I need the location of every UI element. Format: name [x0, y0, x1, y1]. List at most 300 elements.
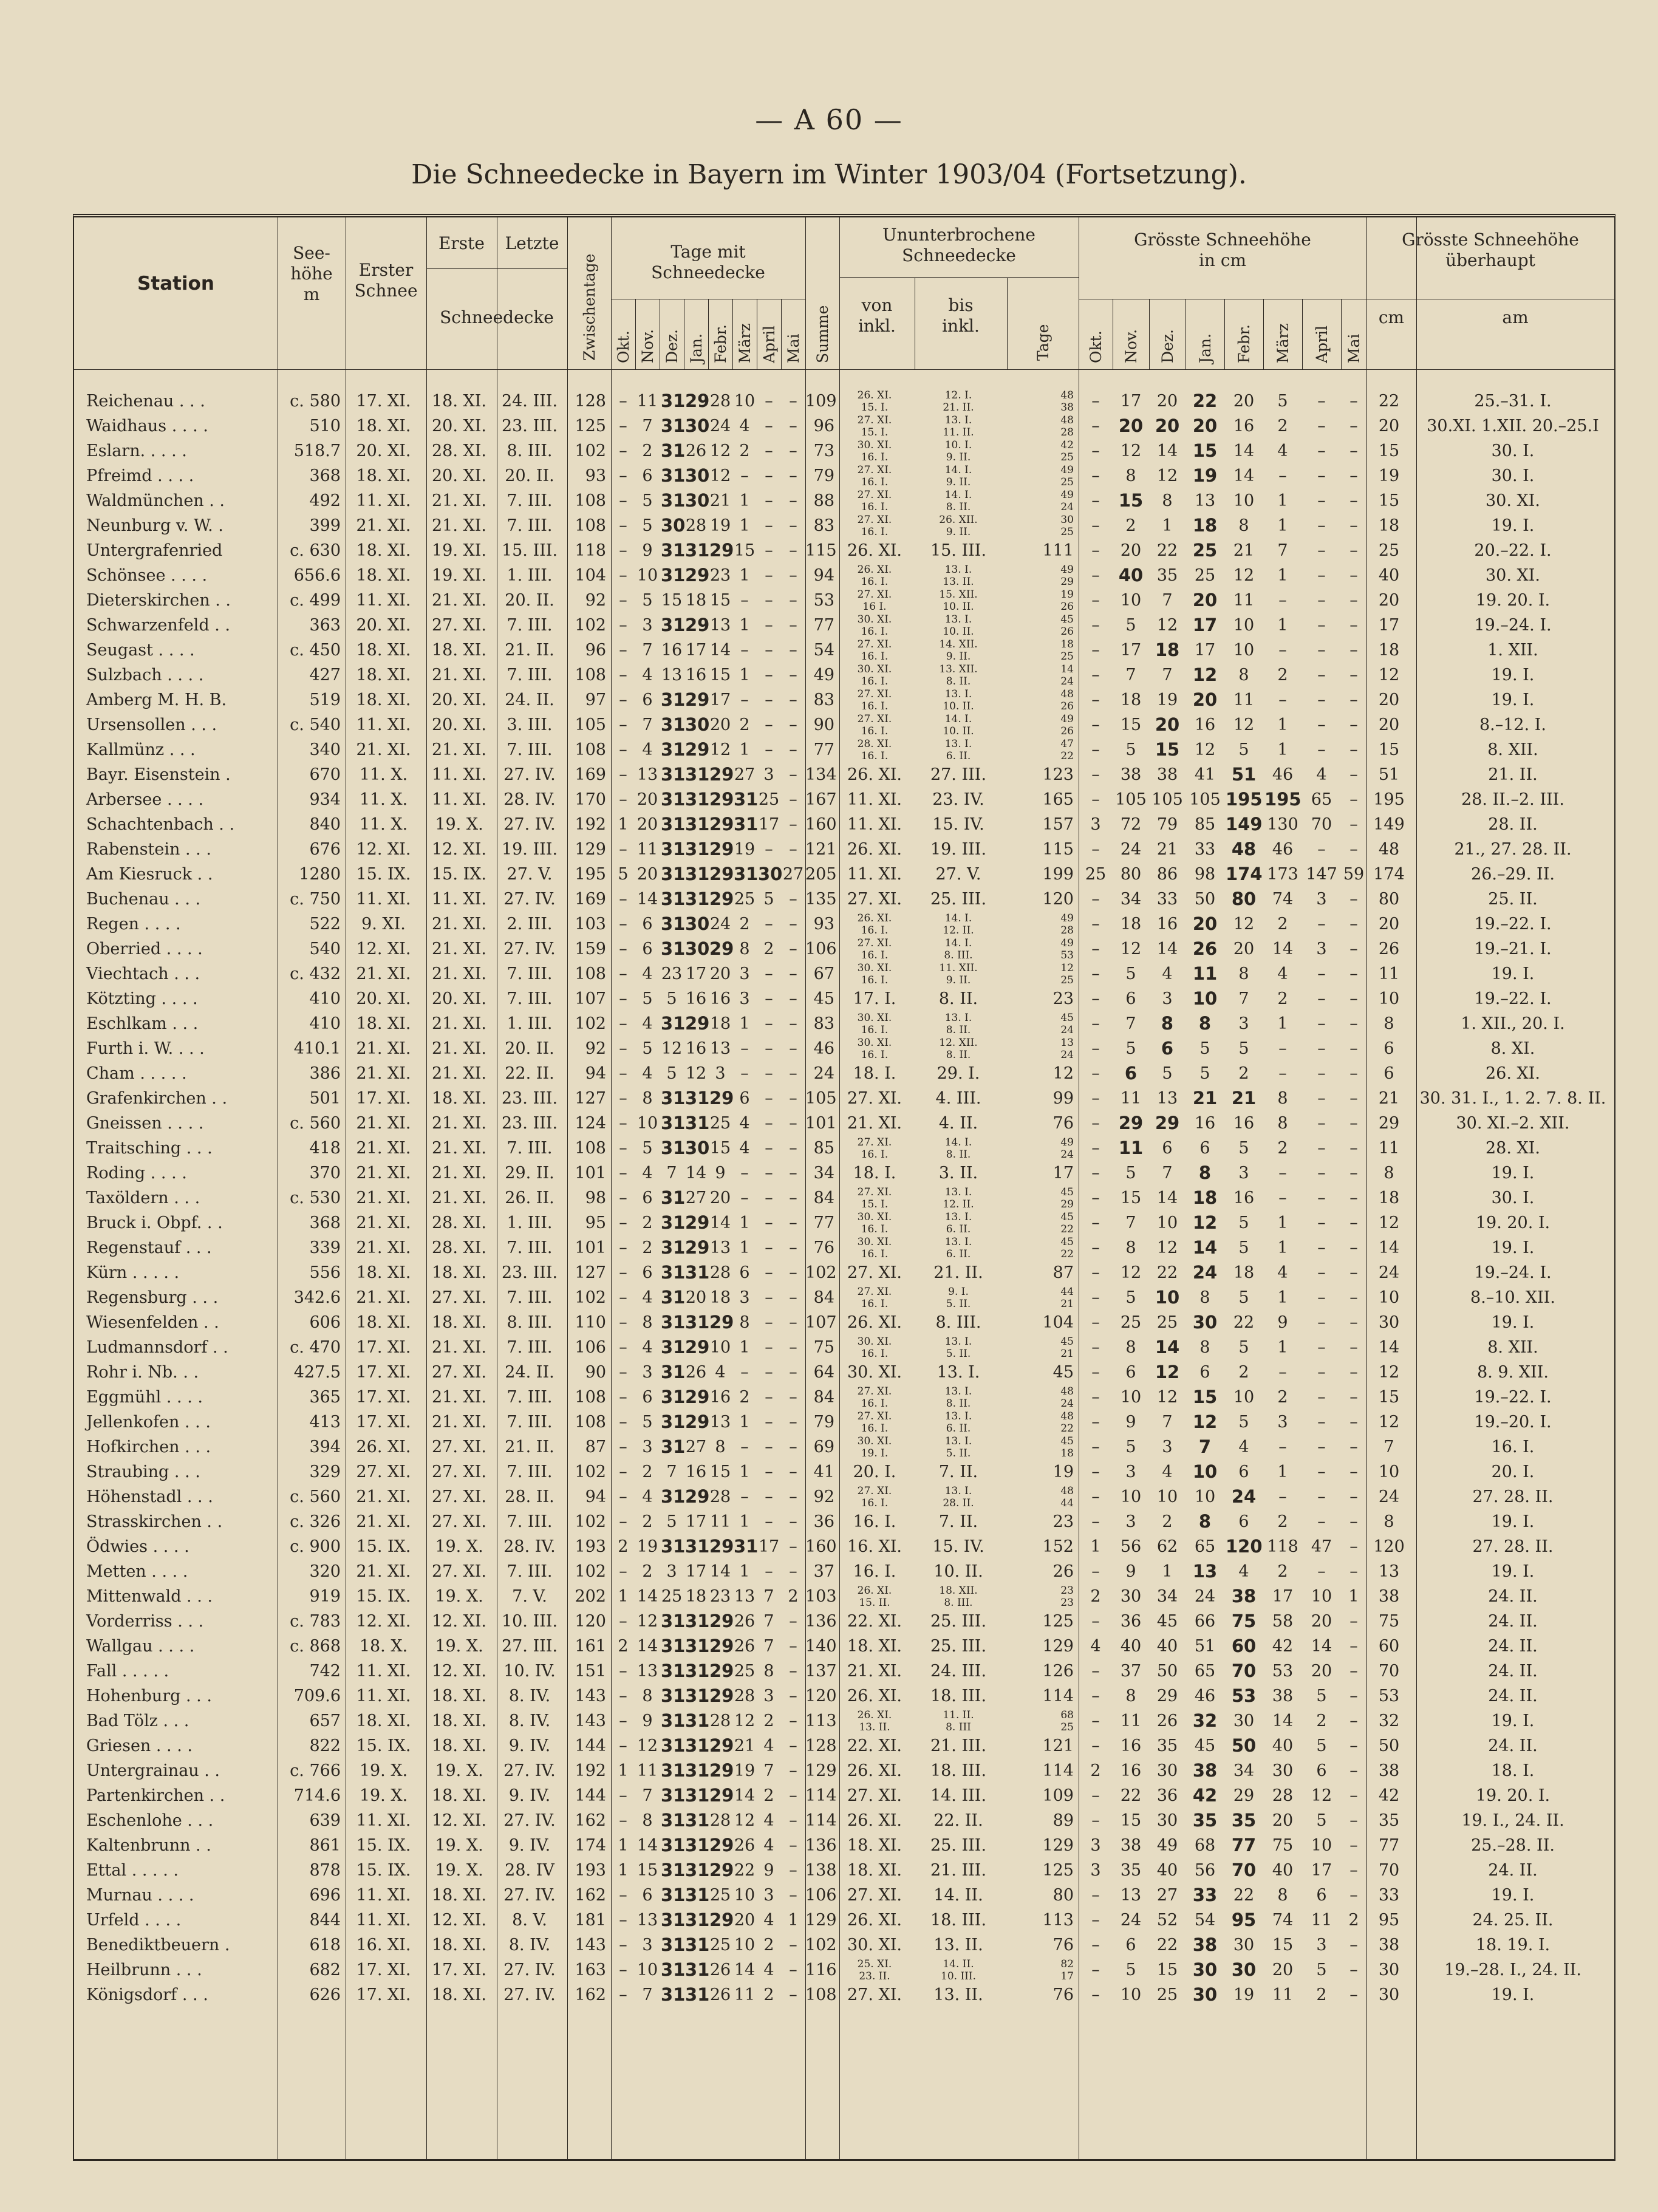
table-row: [74, 1011, 1614, 1036]
depth-cell: –: [1349, 890, 1358, 909]
depth-cell: 4: [1238, 1438, 1249, 1456]
max-cm-cell: 35: [1378, 1811, 1400, 1830]
depth-cell: –: [1091, 1164, 1100, 1183]
depth-cell: 5: [1238, 1238, 1249, 1257]
days-cell: 29: [685, 1412, 710, 1432]
days-cell: 4: [763, 1811, 774, 1830]
depth-cell: 6: [1238, 1512, 1249, 1531]
to-cell: 8. III.: [935, 1313, 981, 1332]
depth-cell: –: [1317, 417, 1326, 435]
days-cell: 19: [734, 1761, 756, 1780]
days-cell: –: [765, 1189, 773, 1207]
last-cover-cell: 7. III.: [507, 666, 553, 684]
first-cover-cell: 18. XI.: [432, 1263, 486, 1282]
days-cell: –: [789, 1786, 797, 1805]
days-cell: –: [789, 964, 797, 983]
depth-cell: 21: [1231, 1088, 1257, 1108]
first-cover-cell: 21. XI.: [432, 1064, 486, 1083]
days-cell: 8: [763, 1662, 774, 1681]
table-row: [74, 1435, 1614, 1459]
days-cell: –: [619, 1985, 627, 2004]
depth-cell: 20: [1272, 1961, 1294, 1979]
first-snow-cell: 18. XI.: [356, 1712, 411, 1730]
to-cell: 10. II.: [933, 1562, 983, 1581]
days-cell: –: [765, 1014, 773, 1033]
days-cell: 29: [709, 764, 734, 785]
depth-cell: –: [1091, 989, 1100, 1008]
sum-cell: 37: [813, 1562, 834, 1581]
depth-cell: –: [1091, 1562, 1100, 1581]
depth-cell: –: [1349, 442, 1358, 460]
depth-cell: –: [1091, 1139, 1100, 1158]
first-cover-cell: 19. X.: [435, 1861, 483, 1880]
depth-cell: 5: [1238, 1039, 1249, 1058]
depth-cell: 15: [1120, 1189, 1142, 1207]
sum-cell: 69: [813, 1438, 834, 1456]
depth-cell: 4: [1277, 442, 1288, 460]
days-cell: 26: [734, 1637, 756, 1656]
depth-cell: –: [1317, 541, 1326, 560]
elevation-cell: 413: [309, 1413, 341, 1432]
max-cm-cell: 40: [1378, 566, 1400, 585]
station-name: Eggmühl . . . .: [86, 1388, 203, 1407]
depth-cell: 25: [1156, 1313, 1178, 1332]
days-cell: –: [619, 1388, 627, 1407]
days-cell: 3: [763, 765, 774, 784]
depth-cell: 14: [1156, 1189, 1178, 1207]
depth-cell: 22: [1233, 1313, 1255, 1332]
days-cell: –: [765, 1562, 773, 1581]
elevation-cell: 394: [309, 1438, 341, 1456]
station-name: Viechtach . . .: [86, 964, 200, 983]
days-cell: –: [789, 815, 797, 834]
depth-cell: 3: [1238, 1164, 1249, 1183]
depth-cell: 1: [1277, 1214, 1288, 1232]
days-cell: 31: [661, 1312, 686, 1333]
to-cell: 13. XII. 8. II.: [939, 663, 978, 688]
depth-cell: –: [1091, 1014, 1100, 1033]
depth-cell: –: [1349, 1338, 1358, 1357]
to-cell: 14. I. 9. II.: [944, 464, 972, 488]
sum-cell: 77: [813, 740, 834, 759]
depth-cell: 75: [1231, 1611, 1257, 1631]
days-cell: –: [765, 1263, 773, 1282]
between-days-cell: 97: [585, 691, 606, 709]
max-cm-cell: 120: [1373, 1537, 1405, 1556]
days-cell: –: [619, 890, 627, 909]
days-cell: 31: [661, 465, 686, 486]
to-cell: 11. II. 8. III: [943, 1709, 974, 1733]
days-cell: 31: [661, 1685, 686, 1706]
first-cover-cell: 21. XI.: [432, 491, 486, 510]
days-cell: 7: [763, 1761, 774, 1780]
to-cell: 27. V.: [935, 865, 981, 884]
days-cell: 31: [685, 1984, 710, 2005]
between-days-cell: 169: [575, 890, 606, 909]
days-cell: 4: [739, 1114, 750, 1133]
last-cover-cell: 7. III.: [507, 1512, 553, 1531]
depth-cell: 25: [1156, 1985, 1178, 2004]
max-date-cell: 30. XI.: [1486, 491, 1540, 510]
last-cover-cell: 28. IV.: [503, 1537, 556, 1556]
depth-cell: 8: [1199, 1338, 1210, 1357]
days-count-cell: 109: [1042, 1786, 1074, 1805]
max-cm-cell: 17: [1378, 616, 1400, 635]
depth-cell: 11: [1120, 1712, 1142, 1730]
days-cell: 31: [661, 1337, 686, 1357]
depth-cell: –: [1091, 491, 1100, 510]
max-date-cell: 25.–28. II.: [1471, 1836, 1555, 1855]
days-count-cell: 45 22: [1060, 1211, 1074, 1235]
depth-cell: 5: [1238, 1214, 1249, 1232]
days-cell: 2: [642, 1214, 653, 1232]
days-cell: –: [765, 989, 773, 1008]
elevation-cell: 742: [309, 1662, 341, 1681]
table-row: [74, 1659, 1614, 1684]
station-name: Wallgau . . . .: [86, 1637, 195, 1656]
depth-cell: 2: [1348, 1911, 1359, 1930]
days-cell: 31: [661, 565, 686, 585]
days-cell: –: [619, 1512, 627, 1531]
first-cover-cell: 21. XI.: [432, 1114, 486, 1133]
depth-cell: 15: [1155, 739, 1180, 760]
table-row: [74, 912, 1614, 937]
days-cell: –: [765, 591, 773, 610]
depth-cell: 6: [1161, 1038, 1174, 1059]
days-cell: –: [789, 715, 797, 734]
depth-cell: 10: [1120, 591, 1142, 610]
days-cell: 10: [709, 1338, 731, 1357]
depth-cell: 51: [1194, 1637, 1216, 1656]
days-cell: 12: [661, 1039, 683, 1058]
from-cell: 27. XI.: [847, 1089, 902, 1108]
depth-cell: 70: [1311, 815, 1332, 834]
depth-cell: 15: [1120, 1811, 1142, 1830]
elevation-cell: 861: [309, 1836, 341, 1855]
depth-cell: 6: [1124, 1063, 1138, 1084]
days-cell: –: [789, 1164, 797, 1183]
first-cover-cell: 27. XI.: [432, 1288, 486, 1307]
between-days-cell: 162: [575, 1886, 606, 1905]
days-cell: –: [789, 1985, 797, 2004]
days-cell: –: [789, 491, 797, 510]
first-snow-cell: 17. XI.: [356, 1363, 411, 1382]
days-cell: –: [765, 1388, 773, 1407]
days-cell: 31: [685, 1262, 710, 1283]
days-cell: –: [765, 641, 773, 660]
depth-cell: 26: [1192, 938, 1218, 959]
days-cell: 29: [709, 1088, 734, 1108]
first-cover-cell: 20. XI.: [432, 989, 486, 1008]
depth-cell: 10: [1233, 1388, 1255, 1407]
first-cover-cell: 21. XI.: [432, 915, 486, 934]
days-cell: 20: [709, 715, 731, 734]
between-days-cell: 108: [575, 740, 606, 759]
days-cell: 31: [661, 391, 686, 411]
table-row: [74, 737, 1614, 762]
depth-cell: –: [1317, 1139, 1326, 1158]
table-row: [74, 439, 1614, 463]
last-cover-cell: 28. IV.: [503, 790, 556, 809]
days-cell: –: [765, 392, 773, 411]
days-count-cell: 114: [1042, 1687, 1074, 1705]
days-cell: 31: [661, 714, 686, 735]
depth-cell: 30: [1231, 1959, 1257, 1980]
depth-cell: –: [1349, 1487, 1358, 1506]
depth-cell: –: [1317, 566, 1326, 585]
depth-cell: 30: [1272, 1761, 1294, 1780]
depth-cell: 12: [1192, 1212, 1218, 1233]
depth-cell: 20: [1192, 415, 1218, 436]
days-cell: –: [765, 964, 773, 983]
depth-cell: 4: [1162, 964, 1173, 983]
days-cell: 1: [739, 491, 750, 510]
depth-cell: –: [1091, 1363, 1100, 1382]
depth-cell: 14: [1156, 940, 1178, 958]
days-cell: 13: [709, 616, 731, 635]
depth-cell: –: [1349, 1413, 1358, 1432]
days-cell: 30: [661, 515, 686, 536]
between-days-cell: 90: [585, 1363, 606, 1382]
days-count-cell: 121: [1042, 1736, 1074, 1755]
depth-cell: 8: [1125, 466, 1136, 485]
from-cell: 26. XI. 13. II.: [857, 1709, 892, 1733]
max-depth-header: Grösste Schneehöhe in cm: [1134, 230, 1311, 270]
to-cell: 27. III.: [930, 765, 987, 784]
days-cell: 17: [685, 1562, 707, 1581]
depth-cell: –: [1349, 1238, 1358, 1257]
table-row: [74, 1410, 1614, 1435]
days-cell: 4: [642, 666, 653, 684]
table-row: [74, 887, 1614, 912]
depth-cell: 28: [1272, 1786, 1294, 1805]
days-count-cell: 68 25: [1060, 1709, 1074, 1733]
between-days-cell: 110: [575, 1313, 606, 1332]
to-cell: 12. XII. 8. II.: [939, 1037, 978, 1061]
table-row: [74, 1459, 1614, 1484]
depth-cell: 10: [1120, 1985, 1142, 2004]
depth-cell: 13: [1192, 1561, 1218, 1582]
month-days-header: Nov.: [639, 329, 657, 363]
days-cell: 31: [661, 1735, 686, 1756]
days-cell: 31: [661, 1611, 686, 1631]
depth-cell: 105: [1189, 790, 1221, 809]
days-cell: –: [619, 641, 627, 660]
depth-cell: 1: [1277, 1238, 1288, 1257]
table-row: [74, 1310, 1614, 1335]
days-count-cell: 26: [1052, 1562, 1074, 1581]
days-cell: –: [789, 840, 797, 859]
station-name: Untergrafenried: [86, 541, 223, 560]
max-date-cell: 19. I.: [1491, 1712, 1535, 1730]
depth-cell: 18: [1120, 691, 1142, 709]
days-cell: 8: [642, 1687, 653, 1705]
elevation-cell: c. 540: [290, 715, 341, 734]
depth-cell: –: [1091, 1936, 1100, 1954]
days-cell: 3: [642, 1438, 653, 1456]
depth-cell: 13: [1194, 491, 1216, 510]
days-cell: 15: [709, 1463, 731, 1481]
days-cell: 31: [661, 1710, 686, 1731]
days-cell: 31: [661, 739, 686, 760]
elevation-cell: 386: [309, 1064, 341, 1083]
depth-cell: 12: [1156, 1238, 1178, 1257]
depth-cell: 19: [1192, 465, 1218, 486]
depth-cell: 14: [1272, 940, 1294, 958]
depth-cell: –: [1091, 1438, 1100, 1456]
depth-cell: 1: [1277, 491, 1288, 510]
depth-cell: –: [1091, 1487, 1100, 1506]
sum-cell: 79: [813, 1413, 834, 1432]
first-snow-cell: 21. XI.: [356, 740, 411, 759]
table-row: [74, 638, 1614, 663]
days-cell: 26: [709, 1961, 731, 1979]
first-cover-cell: 20. XI.: [432, 691, 486, 709]
depth-cell: 38: [1231, 1586, 1257, 1606]
first-snow-cell: 21. XI.: [356, 1064, 411, 1083]
depth-cell: 5: [1316, 1811, 1327, 1830]
days-cell: 30: [685, 415, 710, 436]
days-cell: 5: [642, 989, 653, 1008]
row-rule: [74, 369, 1614, 370]
days-cell: –: [619, 1089, 627, 1108]
max-cm-cell: 30: [1378, 1313, 1400, 1332]
first-cover-cell: 21. XI.: [432, 940, 486, 958]
days-cell: 31: [685, 1611, 710, 1631]
first-snow-cell: 21. XI.: [356, 1139, 411, 1158]
days-cell: –: [619, 765, 627, 784]
days-cell: –: [765, 1039, 773, 1058]
days-cell: 31: [685, 1885, 710, 1905]
depth-cell: –: [1349, 840, 1358, 859]
depth-cell: 10: [1192, 1461, 1218, 1482]
depth-cell: –: [1349, 915, 1358, 934]
days-cell: 31: [661, 490, 686, 511]
last-cover-cell: 23. III.: [501, 417, 558, 435]
depth-cell: 20: [1311, 1612, 1332, 1631]
depth-cell: 38: [1272, 1687, 1294, 1705]
depth-cell: –: [1091, 1985, 1100, 2004]
days-cell: –: [765, 466, 773, 485]
table-row: [74, 1534, 1614, 1559]
between-days-cell: 87: [585, 1438, 606, 1456]
max-cm-cell: 8: [1383, 1512, 1394, 1531]
elevation-cell: c. 530: [290, 1189, 341, 1207]
to-cell: 13. I. 5. II.: [944, 1336, 972, 1360]
days-cell: 20: [636, 790, 658, 809]
days-count-cell: 49 53: [1060, 937, 1074, 961]
from-cell: 27. XI. 16. I.: [857, 489, 892, 513]
depth-cell: 30: [1192, 1312, 1218, 1333]
column-rule: [1007, 278, 1008, 369]
days-count-cell: 45 26: [1060, 613, 1074, 638]
depth-cell: –: [1349, 964, 1358, 983]
depth-cell: 14: [1155, 1337, 1180, 1357]
depth-cell: 30: [1120, 1587, 1142, 1606]
depth-cell: 11: [1233, 691, 1255, 709]
days-cell: 29: [709, 1611, 734, 1631]
days-cell: 21: [709, 491, 731, 510]
first-snow-cell: 11. X.: [359, 815, 408, 834]
depth-cell: 147: [1306, 865, 1337, 884]
depth-cell: –: [1278, 1039, 1287, 1058]
first-cover-cell: 27. XI.: [432, 1512, 486, 1531]
depth-cell: –: [1091, 641, 1100, 660]
days-cell: –: [619, 1911, 627, 1930]
depth-cell: 12: [1233, 715, 1255, 734]
days-cell: –: [789, 1413, 797, 1432]
depth-cell: 7: [1125, 1214, 1136, 1232]
days-cell: –: [765, 1463, 773, 1481]
days-cell: –: [619, 1139, 627, 1158]
days-cell: 16: [685, 989, 707, 1008]
elevation-cell: 822: [309, 1736, 341, 1755]
depth-cell: 17: [1311, 1861, 1332, 1880]
station-name: Roding . . . .: [86, 1164, 187, 1183]
depth-cell: 30: [1156, 1811, 1178, 1830]
from-cell: 30. XI. 16. I.: [857, 439, 892, 463]
depth-cell: 2: [1238, 1363, 1249, 1382]
station-name: Bruck i. Obpf. . .: [86, 1214, 223, 1232]
last-cover-cell: 24. III.: [501, 392, 558, 411]
depth-cell: –: [1091, 740, 1100, 759]
month-depth-header: April: [1313, 326, 1331, 363]
depth-cell: 18: [1192, 515, 1218, 536]
first-cover-cell: 18. XI.: [432, 1985, 486, 2004]
first-snow-cell: 17. XI.: [356, 392, 411, 411]
depth-cell: –: [1278, 641, 1287, 660]
elevation-cell: c. 470: [290, 1338, 341, 1357]
depth-cell: 5: [1125, 1961, 1136, 1979]
max-cm-cell: 80: [1378, 890, 1400, 909]
depth-cell: 8: [1277, 1114, 1288, 1133]
depth-cell: 7: [1125, 666, 1136, 684]
depth-cell: –: [1349, 1214, 1358, 1232]
days-cell: –: [740, 1039, 749, 1058]
days-cell: 12: [734, 1811, 756, 1830]
first-cover-cell: 11. XI.: [432, 765, 486, 784]
elevation-cell: c. 432: [290, 964, 341, 983]
depth-cell: 29: [1155, 1113, 1180, 1133]
first-cover-cell: 21. XI.: [432, 1189, 486, 1207]
depth-cell: 120: [1226, 1536, 1263, 1557]
to-cell: 26. XII. 9. II.: [939, 514, 978, 538]
days-cell: 12: [685, 1064, 707, 1083]
first-snow-cell: 17. XI.: [356, 1388, 411, 1407]
last-cover-cell: 3. III.: [507, 715, 553, 734]
depth-cell: –: [1317, 740, 1326, 759]
depth-cell: 22: [1120, 1786, 1142, 1805]
from-cell: 27. XI. 16. I.: [857, 1410, 892, 1435]
depth-cell: 6: [1125, 989, 1136, 1008]
sum-cell: 49: [813, 666, 834, 684]
max-date-cell: 26. XI.: [1486, 1064, 1540, 1083]
station-name: Murnau . . . .: [86, 1886, 194, 1905]
days-cell: 1: [739, 1014, 750, 1033]
days-cell: 17: [758, 815, 780, 834]
max-cm-cell: 48: [1378, 840, 1400, 859]
depth-cell: 8: [1277, 1089, 1288, 1108]
table-row: [74, 1733, 1614, 1758]
depth-cell: 3: [1162, 1438, 1173, 1456]
days-cell: –: [765, 1487, 773, 1506]
days-cell: 1: [739, 616, 750, 635]
between-days-cell: 127: [575, 1263, 606, 1282]
days-count-cell: 111: [1042, 541, 1074, 560]
last-cover-cell: 20. II.: [505, 1039, 554, 1058]
depth-cell: –: [1091, 940, 1100, 958]
between-days-cell: 193: [575, 1537, 606, 1556]
